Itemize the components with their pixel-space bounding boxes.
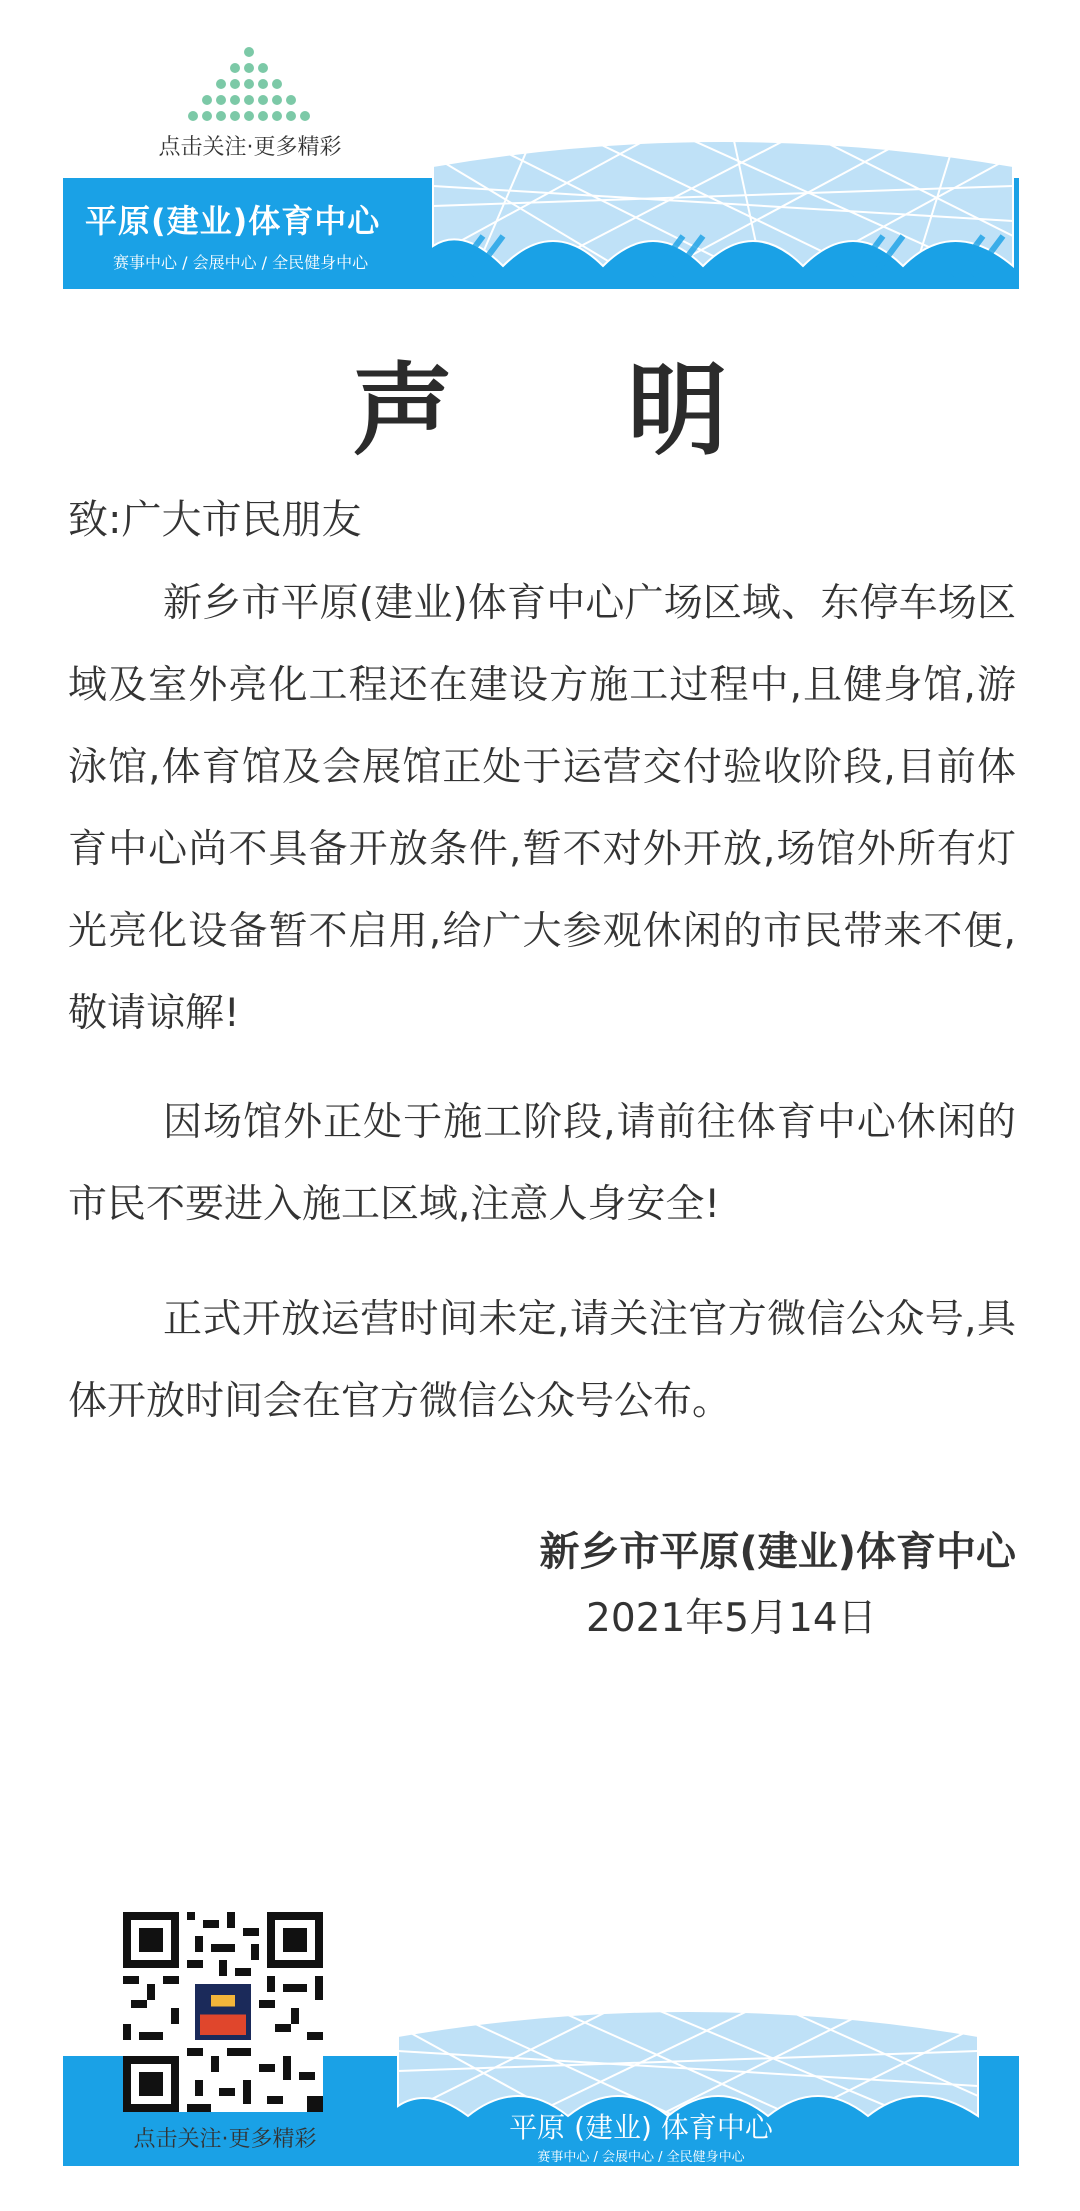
- notice-paragraph: 因场馆外正处于施工阶段,请前往体育中心休闲的市民不要进入施工区域,注意人身安全!: [68, 1100, 1016, 1227]
- banner-subtitle: 赛事中心 / 会展中心 / 全民健身中心: [113, 253, 369, 272]
- footer-banner-title: 平原 (建业) 体育中心: [509, 2111, 773, 2144]
- header-banner: [63, 178, 1019, 289]
- follow-prompt[interactable]: 点击关注·更多精彩: [158, 135, 342, 160]
- banner-title: 平原(建业)体育中心: [85, 202, 381, 240]
- stadium-illustration-icon: [433, 126, 1013, 286]
- signature: 新乡市平原(建业)体育中心: [539, 1529, 1016, 1575]
- qr-code-icon[interactable]: [123, 1912, 323, 2112]
- footer-banner-subtitle: 赛事中心 / 会展中心 / 全民健身中心: [537, 2150, 745, 2165]
- greeting: 致:广大市民朋友: [68, 497, 362, 543]
- page-title: 声 明: [352, 352, 798, 469]
- notice-paragraph: 正式开放运营时间未定,请关注官方微信公众号,具体开放时间会在官方微信公众号公布。: [68, 1297, 1016, 1424]
- notice-paragraph: 新乡市平原(建业)体育中心广场区域、东停车场区域及室外亮化工程还在建设方施工过程中,且健身馆,游泳馆,体育馆及会展馆正处于运营交付验收阶段,目前体育中心尚不具备开放条件,暂不对外开放,场馆外所有灯光亮化设备暂不启用,给广大参观休闲的市民带来不便,敬请谅解!: [68, 581, 1016, 1036]
- logo-dots-icon: [178, 46, 320, 122]
- date: 2021年5月14日: [586, 1596, 877, 1641]
- follow-prompt-footer[interactable]: 点击关注·更多精彩: [133, 2127, 317, 2152]
